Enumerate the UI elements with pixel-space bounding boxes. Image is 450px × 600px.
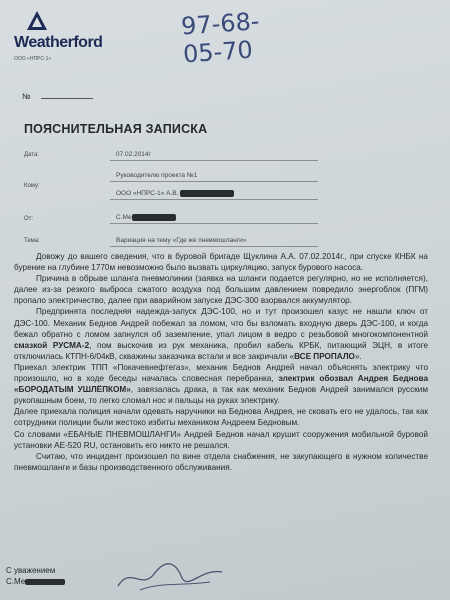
body-paragraph: Причина в обрыве шланга пневмолинии (заявка на шланги подается регулярно, но не исполняется), далее из-за резкого выброса сжатого воздуха под большим давлением повредило энергоблок (ПГМ) пропало электричество, далее при аварийном запуске ДЭС-300 взорвался аккумулятор. [14,274,428,306]
document-number-label: № [22,92,31,101]
handwritten-signature-icon [110,556,230,596]
company-subtitle: ООО «НПРС-1» [14,56,52,62]
body-paragraph: Предпринята последняя надежда-запуск ДЭС-100, но и тут произошел казус не нашли ключ от ДЭС-100. Механик Беднов Андрей побежал за ломом, что бы взломать входную дверь ДЭС-100, и когда бежал обратно с ломом запнулся об заземление, упал лицом в ведро с резьбовой многокомпонентной смазкой РУСМА-2, пом выскочив из рук механика, пробил кабель КРБК, питающий ЭЦН, в итоге отключилась КТПН-6/04кВ, скважины заказчика встали и все закричали «ВСЕ ПРОПАЛО». [14,307,428,361]
handwritten-phone-number [180,4,314,69]
subject-label: Тема: [24,238,40,244]
to-label: Кому: [24,183,40,189]
redacted-name [180,190,234,197]
bold-text: смазкой РУСМА-2 [14,340,90,350]
note-body [14,251,428,473]
from-underline [110,223,318,224]
redacted-name [25,579,65,585]
to-underline-1 [110,181,318,182]
company-logo [12,10,102,68]
company-name: Weatherford [14,34,103,51]
date-value: 07.02.2014г [116,151,151,158]
document-number-row [22,92,93,101]
handwritten-line-2: 05-70 [182,35,254,69]
date-label: Дата: [24,152,39,158]
body-paragraph: Далее приехала полиция начали одевать наручники на Беднова Андрея, не сковать его не удалось, так как сотрудники полиции были жестоко избиты механиком Андреем Бедновым. [14,407,428,428]
weatherford-logo-icon [26,10,48,32]
body-paragraph: Считаю, что инцидент произошел по вине отдела снабжения, не закупающего в нужном количестве пневмошланги и базы производственного обслуживания. [14,451,428,472]
to-value-line1: Руководителю проекта №1 [116,172,198,179]
page-title: ПОЯСНИТЕЛЬНАЯ ЗАПИСКА [24,122,208,136]
to-underline-2 [110,199,318,200]
handwritten-line-1: 97-68- [180,7,261,41]
signature-closing: С уважением [6,566,56,575]
bold-text: ВСЕ ПРОПАЛО [294,351,355,361]
from-value: С.Ме [116,214,176,221]
body-paragraph: Приехал электрик ТПП «Покачевнефтегаз», механик Беднов Андрей начал объяснять электрику что произошло, но в ходе беседы началась словесная перебранка, электрик обозвал Андрея Беднова «БОРОДАТЫМ УШЛЁПКОМ», завязалась драка, а так как механик Беднов Андрей занимался русским рукопашным боем, то легко сломал нос и пальцы на руках электрику. [14,362,428,406]
date-underline [110,160,318,161]
to-value-line2: ООО «НПРС-1» А.В. [116,190,234,197]
document-number-blank [41,98,93,99]
signature-name: С.Ме [6,577,65,586]
subject-underline [110,246,318,247]
from-label: От: [24,216,34,222]
body-paragraph: Со словами «ЕБАНЫЕ ПНЕВМОШЛАНГИ» Андрей Беднов начал крушит сооружения мобильной буровой установки АЕ-520 RU, остановить его никто не решался. [14,429,428,450]
bold-text: электрик обозвал Андрея Беднова «БОРОДАТЫМ УШЛЁПКОМ» [14,374,428,395]
redacted-name [132,214,176,221]
body-paragraph: Довожу до вашего сведения, что в буровой бригаде Щуклина А.А. 07.02.2014г., при спуске КНБК на бурение на глубине 1770м невозможно было вызвать циркуляцию, запуск бурового насоса. [14,252,428,273]
subject-value: Вариация на тему «Где же пневмошланги» [116,237,247,244]
